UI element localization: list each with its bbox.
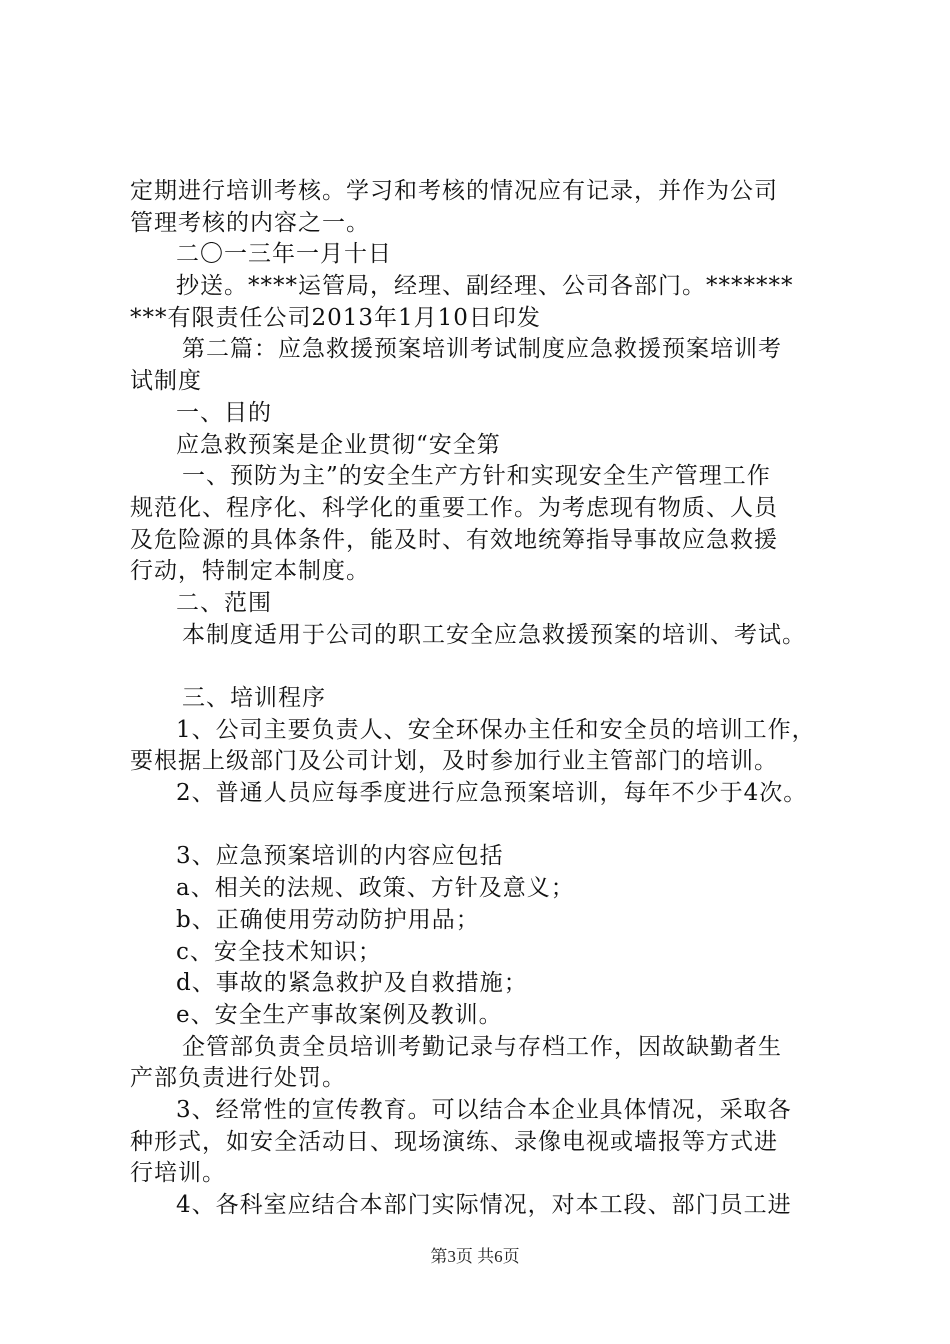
body-line: 种形式，如安全活动日、现场演练、录像电视或墙报等方式进 — [130, 1128, 778, 1155]
blank-line — [130, 810, 835, 842]
section-title: 第二篇：应急救援预案培训考试制度应急救援预案培训考 — [182, 336, 782, 363]
body-line: 产部负责进行处罚。 — [130, 1065, 346, 1092]
list-item: e、安全生产事故案例及教训。 — [176, 1001, 503, 1028]
body-line: 及危险源的具体条件，能及时、有效地统筹指导事故应急救援 — [130, 526, 778, 553]
body-line: 行动，特制定本制度。 — [130, 558, 370, 585]
body-line: 3、经常性的宣传教育。可以结合本企业具体情况，采取各 — [176, 1096, 792, 1123]
body-line: 一、预防为主”的安全生产方针和实现安全生产管理工作 — [182, 463, 771, 490]
cc-line: 抄送。****运管局，经理、副经理、公司各部门。******* — [176, 273, 794, 300]
list-item: d、事故的紧急救护及自救措施； — [176, 970, 528, 997]
body-line: 企管部负责全员培训考勤记录与存档工作，因故缺勤者生 — [182, 1033, 782, 1060]
body-line: 要根据上级部门及公司计划，及时参加行业主管部门的培训。 — [130, 748, 778, 775]
page-number-footer: 第3页 共6页 — [430, 1247, 520, 1266]
body-line: 4、各科室应结合本部门实际情况，对本工段、部门员工进 — [176, 1192, 792, 1218]
body-line: 规范化、程序化、科学化的重要工作。为考虑现有物质、人员 — [130, 494, 778, 521]
body-line: 定期进行培训考核。学习和考核的情况应有记录，并作为公司 — [130, 178, 778, 204]
list-item: a、相关的法规、政策、方针及意义； — [176, 875, 575, 902]
section-title-cont: 试制度 — [130, 368, 202, 395]
body-line: 行培训。 — [130, 1160, 226, 1187]
list-item: c、安全技术知识； — [176, 938, 382, 965]
date-line: 二〇一三年一月十日 — [176, 241, 392, 268]
blank-line — [130, 651, 835, 683]
heading-purpose: 一、目的 — [176, 399, 272, 426]
body-line: 应急救预案是企业贯彻“安全第 — [176, 431, 501, 458]
body-line: 本制度适用于公司的职工安全应急救援预案的培训、考试。 — [182, 621, 806, 648]
body-line: 管理考核的内容之一。 — [130, 209, 370, 236]
body-line: 2、普通人员应每季度进行应急预案培训，每年不少于4次。 — [176, 780, 808, 807]
list-item: b、正确使用劳动防护用品； — [176, 906, 480, 933]
document-body — [130, 176, 835, 1222]
body-line: 3、应急预案培训的内容应包括 — [176, 843, 504, 870]
body-line: 1、公司主要负责人、安全环保办主任和安全员的培训工作， — [176, 716, 816, 743]
heading-scope: 二、范围 — [176, 589, 272, 616]
issuer-line: ***有限责任公司2013年1月10日印发 — [130, 304, 541, 331]
heading-procedure: 三、培训程序 — [182, 685, 326, 711]
